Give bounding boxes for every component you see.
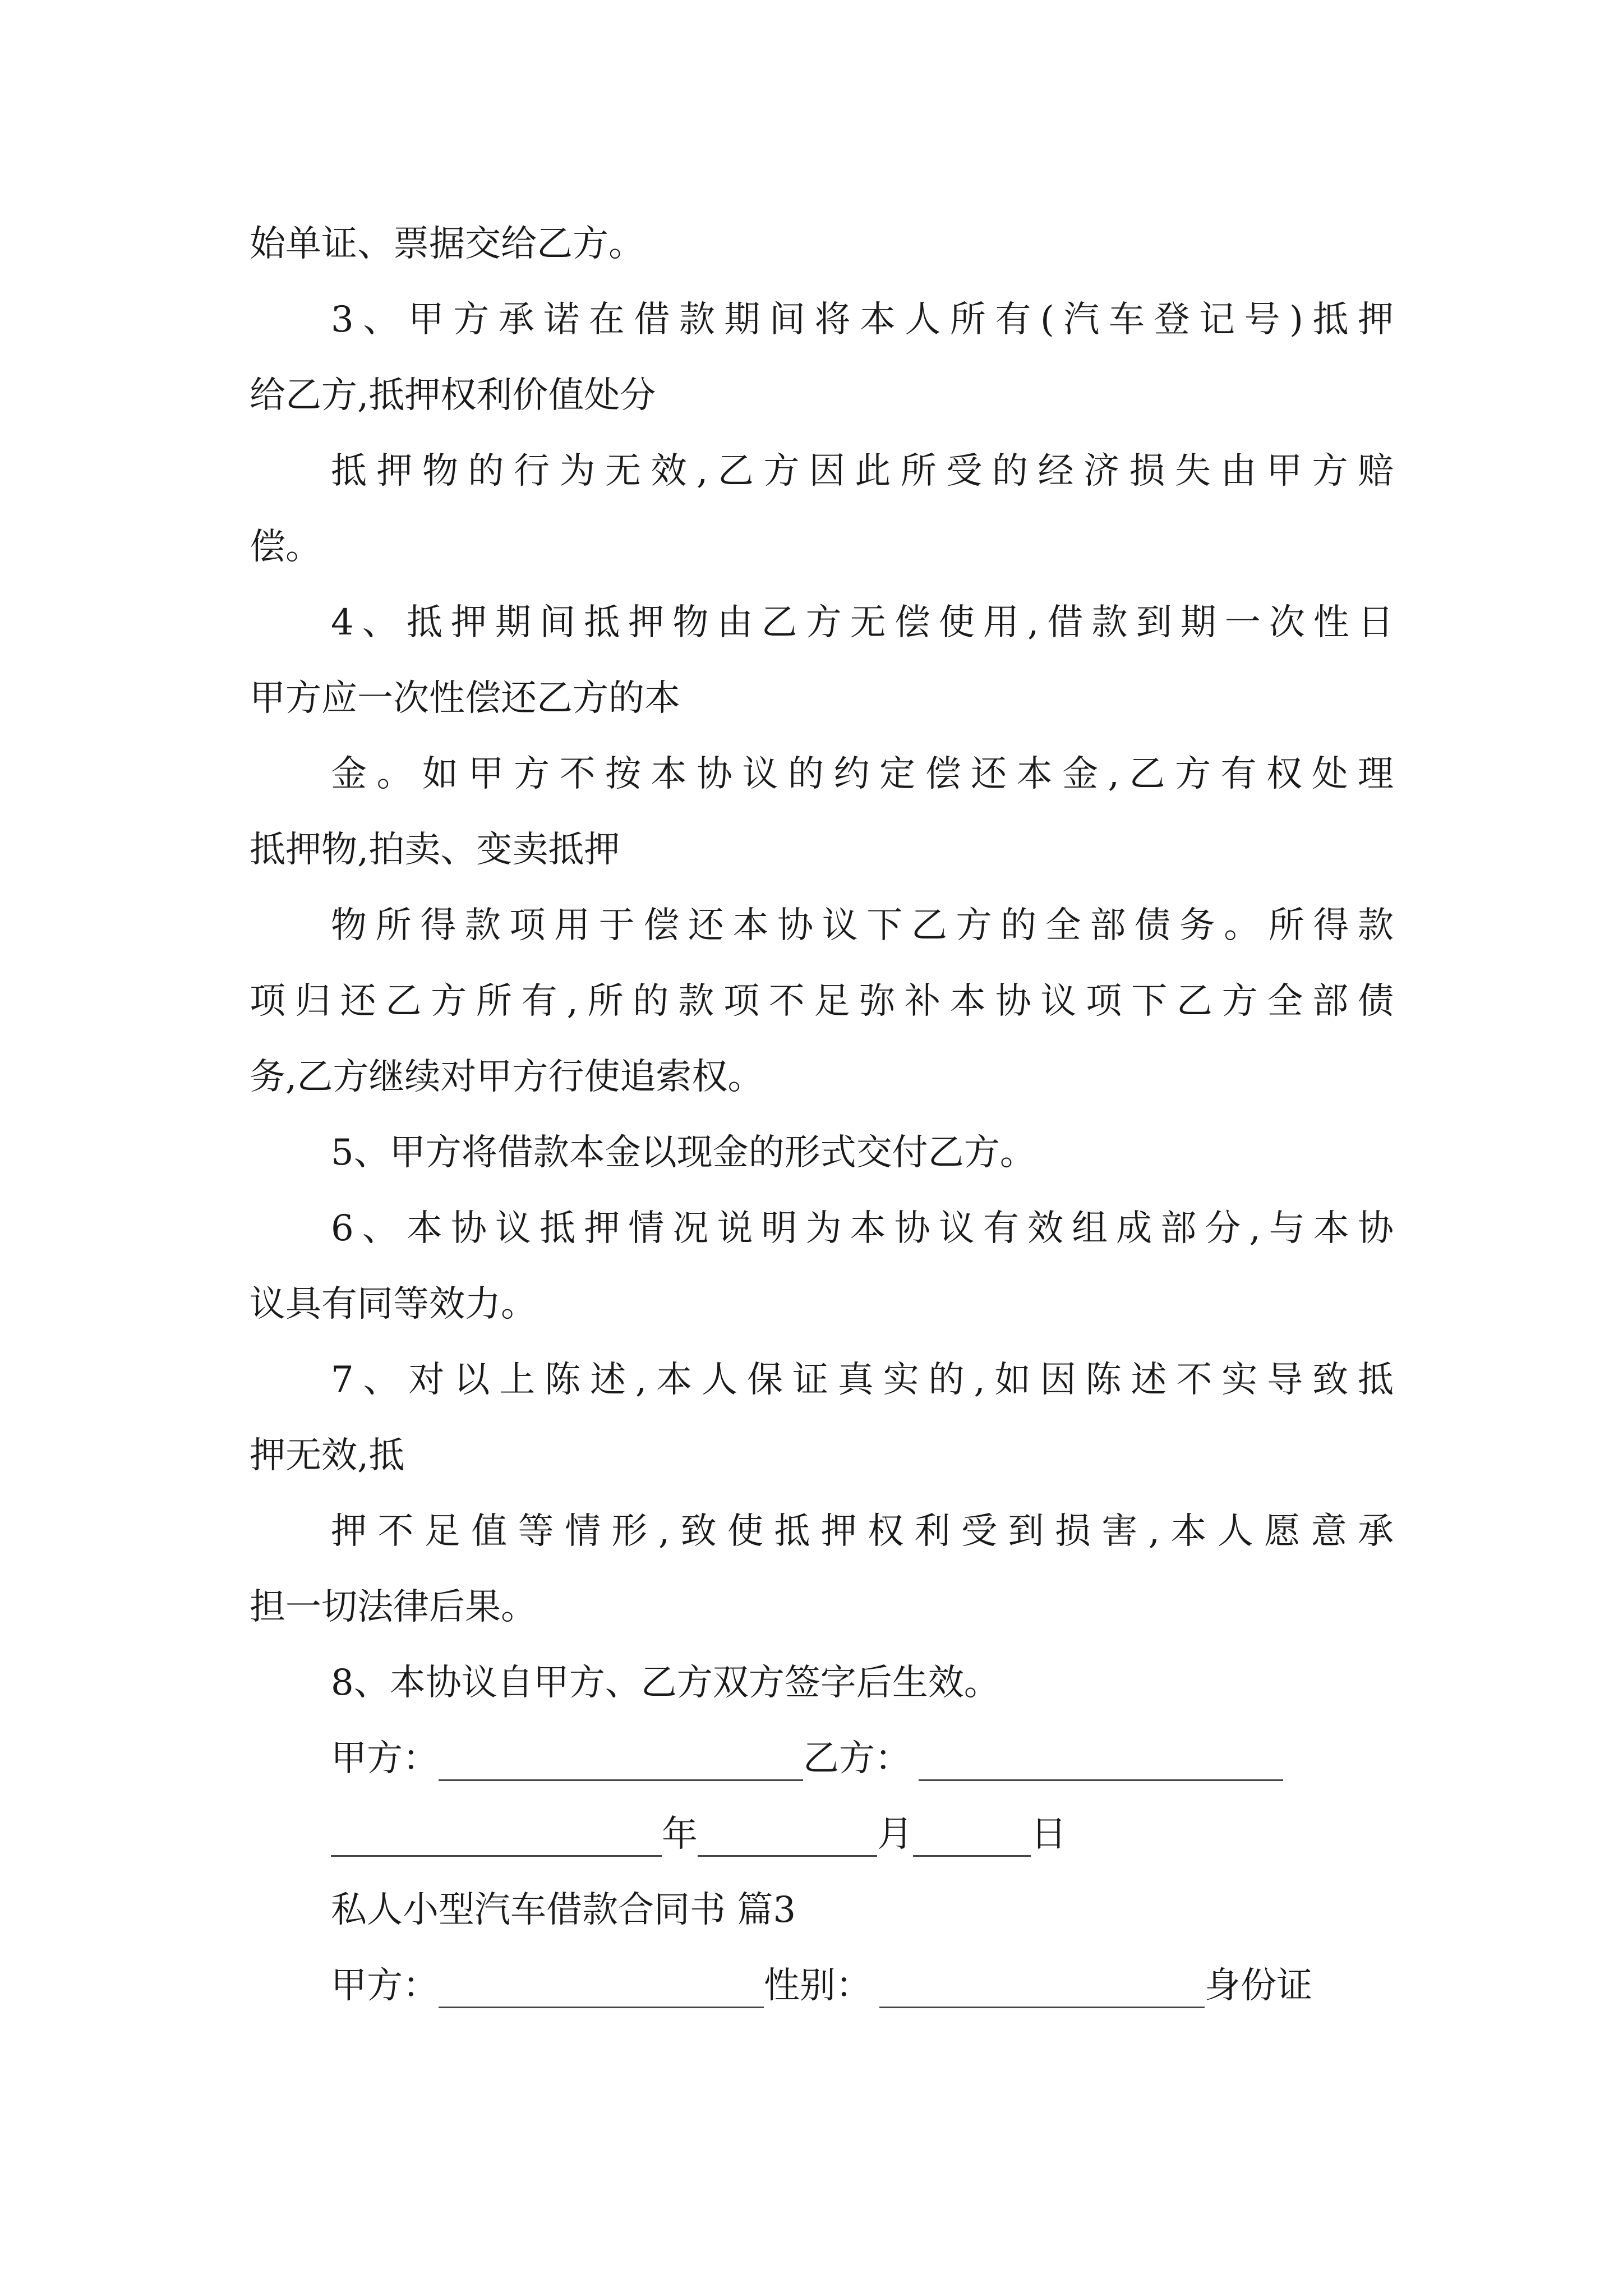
text-line-3: 给乙方,抵押权利价值处分 bbox=[250, 375, 656, 416]
party-b-signature-blank[interactable] bbox=[919, 1747, 1283, 1781]
info-row bbox=[331, 1963, 1312, 2008]
text-line-7: 甲方应一次性偿还乙方的本 bbox=[250, 678, 680, 719]
info-party-a-label: 甲方： bbox=[331, 1965, 439, 2007]
text-line-9: 抵押物,拍卖、变卖抵押 bbox=[250, 829, 620, 871]
text-line-12: 务,乙方继续对甲方行使追索权。 bbox=[250, 1056, 764, 1098]
date-row bbox=[331, 1812, 1067, 1857]
text-line-11: 项归还乙方所有,所的款项不足弥补本协议项下乙方全部债 bbox=[250, 981, 1394, 1022]
year-blank[interactable] bbox=[331, 1823, 662, 1857]
text-line-2: 3、甲方承诺在借款期间将本人所有(汽车登记号)抵押 bbox=[331, 299, 1394, 341]
day-label: 日 bbox=[1031, 1814, 1067, 1855]
day-blank[interactable] bbox=[913, 1823, 1031, 1857]
section-title: 私人小型汽车借款合同书 篇3 bbox=[331, 1889, 796, 1931]
party-a-label: 甲方： bbox=[331, 1738, 439, 1779]
id-label: 身份证 bbox=[1205, 1965, 1312, 2007]
party-b-label: 乙方： bbox=[803, 1738, 911, 1779]
text-line-10: 物所得款项用于偿还本协议下乙方的全部债务。所得款 bbox=[331, 905, 1394, 946]
party-a-signature-blank[interactable] bbox=[439, 1747, 803, 1781]
text-line-19: 担一切法律后果。 bbox=[250, 1586, 537, 1628]
month-label: 月 bbox=[877, 1814, 913, 1855]
year-label: 年 bbox=[662, 1814, 698, 1855]
signature-row bbox=[331, 1736, 1283, 1781]
text-line-1: 始单证、票据交给乙方。 bbox=[250, 223, 644, 265]
text-line-16: 7、对以上陈述,本人保证真实的,如因陈述不实导致抵 bbox=[331, 1359, 1394, 1401]
text-line-15: 议具有同等效力。 bbox=[250, 1283, 537, 1325]
text-line-5: 偿。 bbox=[250, 526, 321, 568]
text-line-20: 8、本协议自甲方、乙方双方签字后生效。 bbox=[331, 1662, 1000, 1704]
text-line-4: 抵押物的行为无效,乙方因此所受的经济损失由甲方赔 bbox=[331, 450, 1394, 492]
gender-label: 性别： bbox=[764, 1965, 872, 2007]
gender-blank[interactable] bbox=[879, 1974, 1205, 2008]
text-line-17: 押无效,抵 bbox=[250, 1435, 405, 1476]
text-line-18: 押不足值等情形,致使抵押权利受到损害,本人愿意承 bbox=[331, 1511, 1394, 1552]
text-line-8: 金。如甲方不按本协议的约定偿还本金,乙方有权处理 bbox=[331, 753, 1394, 795]
party-a-name-blank[interactable] bbox=[439, 1974, 764, 2008]
month-blank[interactable] bbox=[698, 1823, 877, 1857]
text-line-6: 4、抵押期间抵押物由乙方无偿使用,借款到期一次性日 bbox=[331, 602, 1394, 643]
text-line-14: 6、本协议抵押情况说明为本协议有效组成部分,与本协 bbox=[331, 1208, 1394, 1249]
text-line-13: 5、甲方将借款本金以现金的形式交付乙方。 bbox=[331, 1132, 1036, 1174]
